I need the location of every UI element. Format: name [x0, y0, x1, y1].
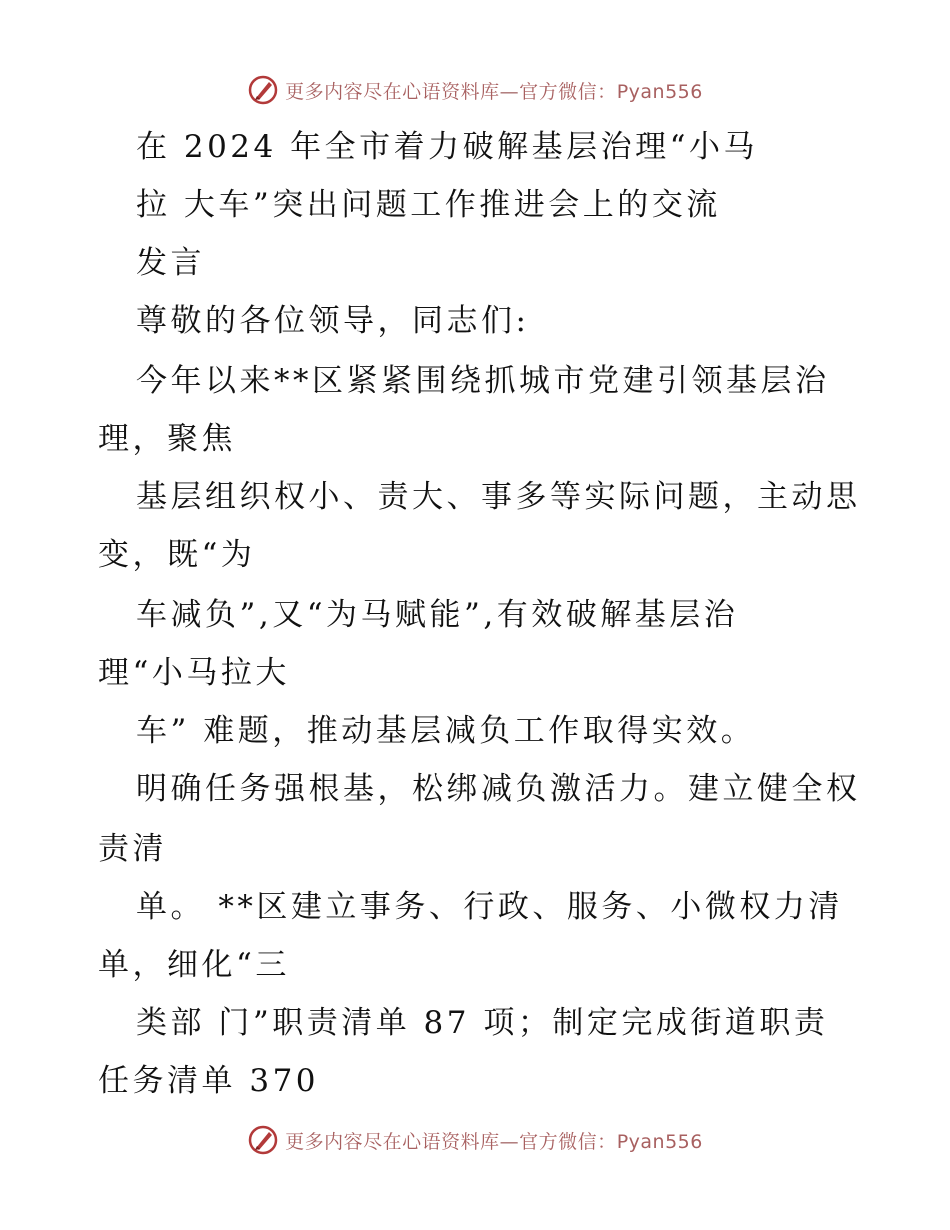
watermark-main: 更多内容尽在心语资料库 — [285, 80, 500, 103]
paragraph-line: 明确任务强根基，松绑减负激活力。建立健全权 — [136, 771, 861, 807]
paragraph-line: 基层组织权小、责大、事多等实际问题，主动思 — [136, 479, 861, 515]
watermark-official: 官方微信： — [519, 1130, 617, 1153]
paragraph-line: 单，细化“三 — [98, 947, 290, 983]
paragraph-line: 车减负”,又“为马赋能”,有效破解基层治 — [136, 597, 739, 633]
paragraph-line: 类部 门”职责清单 87 项；制定完成街道职责 — [136, 1005, 829, 1041]
watermark-main: 更多内容尽在心语资料库 — [285, 1130, 500, 1153]
paragraph-line: 今年以来**区紧紧围绕抓城市党建引领基层治 — [136, 363, 830, 399]
watermark-separator: — — [499, 1130, 520, 1153]
paragraph-line: 责清 — [98, 831, 167, 867]
paragraph-line: 变，既“为 — [98, 537, 256, 573]
watermark-wechat-id: Pyan556 — [616, 1130, 703, 1153]
document-title-line-1: 在 2024 年全市着力破解基层治理“小马 — [136, 129, 758, 165]
document-title-line-2: 拉 大车”突出问题工作推进会上的交流 — [136, 187, 721, 223]
paragraph-line: 单。 **区建立事务、行政、服务、小微权力清 — [136, 889, 843, 925]
document-title-line-3: 发言 — [136, 245, 205, 281]
watermark-official: 官方微信： — [519, 80, 617, 103]
paragraph-line: 理“小马拉大 — [98, 655, 290, 691]
pen-nib-seal-icon — [247, 1124, 279, 1156]
footer-watermark — [0, 1120, 950, 1160]
watermark-wechat-id: Pyan556 — [616, 80, 703, 103]
paragraph-line: 车” 难题，推动基层减负工作取得实效。 — [136, 713, 756, 749]
paragraph-line: 理，聚焦 — [98, 421, 236, 457]
paragraph-line: 任务清单 370 — [98, 1063, 320, 1099]
watermark-separator: — — [499, 80, 520, 103]
salutation-line: 尊敬的各位领导，同志们: — [136, 303, 530, 339]
watermark-text — [285, 1127, 703, 1154]
